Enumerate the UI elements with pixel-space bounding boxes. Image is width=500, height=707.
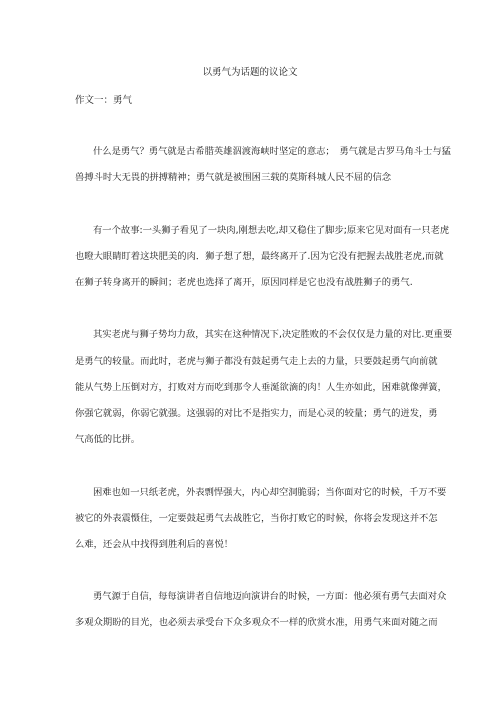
paragraph-4-line-2: 被它的外表震慑住，一定要鼓起勇气去战胜它，当你打败它的时候，你将会发现这并不怎 [75,513,438,524]
document-title: 以勇气为话题的议论文 [202,67,298,78]
paragraph-3-line-3: 能从气势上压倒对方，打败对方而吃到那令人垂涎欲滴的肉！人生亦如此，困难就像弹簧， [75,382,447,393]
paragraph-3-line-2: 是勇气的较量。而此时，老虎与狮子都没有鼓起勇气走上去的力量，只要鼓起勇气向前就 [75,356,438,367]
paragraph-3-line-1: 其实老虎与狮子势均力敌，其实在这种情况下,决定胜败的不会仅仅是力量的对比.更重要 [93,329,453,340]
paragraph-4-line-1: 困难也如一只纸老虎，外表剽悍强大，内心却空洞脆弱；当你面对它的时候，千万不要 [93,487,447,498]
paragraph-2-line-1: 有一个故事:一头狮子看见了一块肉,刚想去吃,却又稳住了脚步;原来它见对面有一只老虎 [93,225,450,236]
paragraph-5-line-2: 多观众期盼的目光，也必须去承受台下众多观众不一样的欣赏水准，用勇气来面对随之而 [75,617,438,628]
paragraph-5-line-1: 勇气源于自信，每每演讲者自信地迈向演讲台的时候，一方面：他必须有勇气去面对众 [93,591,447,602]
paragraph-3-line-5: 气高低的比拼。 [75,434,141,445]
paragraph-4-line-3: 么难，还会从中找得到胜利后的喜悦！ [75,539,234,550]
paragraph-2-line-3: 在狮子转身离开的瞬间；老虎也选择了离开，原因同样是它也没有战胜狮子的勇气. [75,277,413,288]
essay-heading: 作文一：勇气 [75,95,133,106]
paragraph-3-line-4: 你强它就弱，你弱它就强。这强弱的对比不是指实力，而是心灵的较量；勇气的迸发，勇 [75,408,438,419]
paragraph-2-line-2: 也瞪大眼睛盯着这块肥美的肉．狮子想了想，最终离开了.因为它没有把握去战胜老虎,而就 [75,251,444,262]
paragraph-1-line-1: 什么是勇气？勇气就是古希腊英雄泅渡海峡时坚定的意志； 勇气就是古罗马角斗士与猛 [93,146,451,157]
paragraph-1-line-2: 兽搏斗时大无畏的拼搏精神；勇气就是被围困三载的莫斯科城人民不屈的信念 [75,172,392,183]
